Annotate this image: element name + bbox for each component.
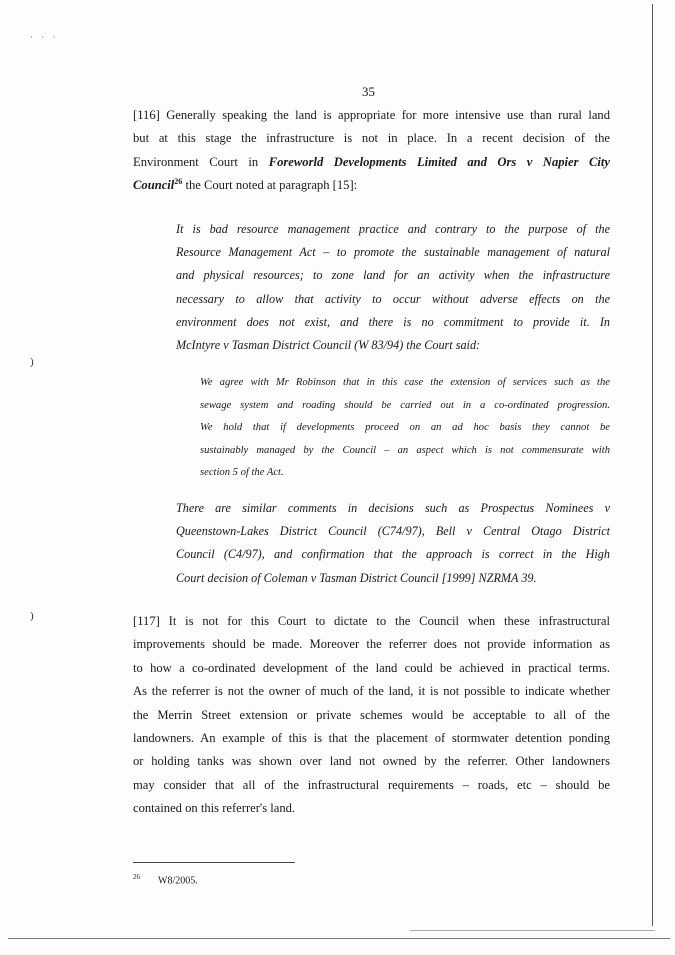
quote-line: environment does not exist, and there is no commitment to provide it. In [176, 314, 610, 329]
text-line: [116] Generally speaking the land is appropriate for more intensive use than rural land [133, 108, 610, 122]
quote-line: Council (C4/97), and confirmation that the approach is correct in the High [176, 547, 610, 562]
text-segment: the Court noted at paragraph [15]: [182, 178, 358, 193]
quote-line: McIntyre v Tasman District Council (W 83/94) the Court said: [176, 338, 481, 353]
paragraph-117 [133, 610, 610, 821]
block-quote-outer-continued [176, 497, 610, 590]
footnote-reference[interactable]: 26 [174, 177, 183, 187]
footnote-separator [133, 862, 295, 863]
text-line: improvements should be made. Moreover the referrer does not provide information as [133, 637, 610, 652]
footnote-number: 26 [133, 873, 140, 881]
scan-corner-mark: · · · [30, 32, 59, 42]
block-quote-inner [200, 372, 610, 485]
case-citation: Foreworld Developments Limited and Ors v Napier City [268, 154, 610, 169]
paragraph-116 [133, 104, 610, 198]
quote-line: and physical resources; to zone land for an activity when the infrastructure [176, 268, 610, 283]
quote-line: Queenstown-Lakes District Council (C74/97), Bell v Central Otago District [176, 524, 610, 539]
text-segment: Environment Court in [133, 154, 269, 169]
footnote [133, 873, 198, 886]
text-line: the Merrin Street extension or private schemes would be acceptable to all of the [133, 707, 610, 722]
quote-line: There are similar comments in decisions such as Prospectus Nominees v [176, 501, 610, 515]
footnote-text: W8/2005. [158, 875, 198, 887]
text-line: to how a co-ordinated development of the land could be achieved in practical terms. [133, 660, 610, 675]
text-line: may consider that all of the infrastructural requirements – roads, etc – should be [133, 777, 610, 792]
quote-line: sewage system and roading should be carried out in a co-ordinated progression. [200, 399, 610, 411]
quote-line: section 5 of the Act. [200, 467, 284, 479]
quote-line: Resource Management Act – to promote the sustainable management of natural [176, 245, 610, 260]
text-line [133, 174, 610, 197]
text-line: contained on this referrer's land. [133, 801, 296, 816]
quote-line: It is bad resource management practice and contrary to the purpose of the [176, 222, 610, 236]
margin-bracket-mark: ) [30, 610, 34, 622]
page-edge-bottom-shadow [410, 930, 655, 931]
quote-line: We hold that if developments proceed on an ad hoc basis they cannot be [200, 422, 610, 434]
text-line: but at this stage the infrastructure is not in place. In a recent decision of the [133, 131, 610, 146]
text-line: landowners. An example of this is that the placement of stormwater detention ponding [133, 731, 610, 746]
quote-line: necessary to allow that activity to occur without adverse effects on the [176, 291, 610, 306]
text-line: As the referrer is not the owner of much of the land, it is not possible to indicate whether [133, 684, 610, 699]
page-edge-bottom [8, 938, 670, 939]
text-line: or holding tanks was shown over land not owned by the referrer. Other landowners [133, 754, 610, 769]
text-line: [117] It is not for this Court to dictate to the Council when these infrastructural [133, 614, 610, 628]
quote-line: Court decision of Coleman v Tasman District Council [1999] NZRMA 39. [176, 570, 537, 585]
margin-bracket-mark: ) [30, 356, 34, 368]
page-edge-right [652, 4, 653, 926]
block-quote-outer [176, 218, 610, 357]
case-citation: Council [133, 178, 175, 193]
text-line [133, 151, 610, 174]
quote-line: We agree with Mr Robinson that in this case the extension of services such as the [200, 377, 610, 388]
quote-line: sustainably managed by the Council – an aspect which is not commensurate with [200, 444, 610, 456]
page-number: 35 [362, 84, 375, 99]
